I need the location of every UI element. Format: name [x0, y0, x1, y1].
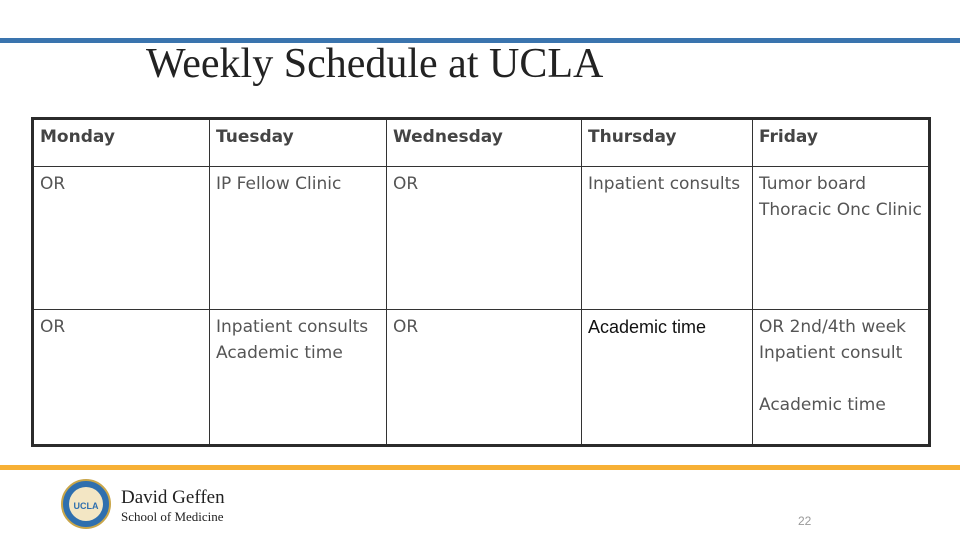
- cell-text: OR 2nd/4th week: [759, 317, 907, 337]
- table-row: [33, 167, 930, 310]
- cell-text: Inpatient consults: [588, 174, 741, 194]
- cell: [387, 167, 582, 310]
- header-wednesday: Wednesday: [387, 119, 582, 167]
- cell: [582, 167, 753, 310]
- cell-text: Academic time: [216, 343, 343, 363]
- schedule-table: [31, 117, 931, 447]
- cell: [753, 310, 930, 446]
- seal-text: UCLA: [73, 501, 99, 511]
- cell-text: Academic time: [588, 317, 707, 337]
- header-row: [33, 119, 930, 167]
- cell: [210, 167, 387, 310]
- org-name-line1: David Geffen: [121, 487, 225, 508]
- header-thursday: Thursday: [582, 119, 753, 167]
- seal-inner: [69, 487, 103, 521]
- cell-text: Inpatient consults: [216, 317, 369, 337]
- cell: [387, 310, 582, 446]
- cell-text: Tumor board: [759, 174, 867, 194]
- cell-text: OR: [40, 317, 66, 337]
- cell-text: [759, 366, 922, 392]
- page-number: 22: [798, 514, 812, 528]
- cell: [33, 167, 210, 310]
- cell: [33, 310, 210, 446]
- cell: [753, 167, 930, 310]
- header-monday: Monday: [33, 119, 210, 167]
- cell-text: OR: [40, 174, 66, 194]
- cell-text: IP Fellow Clinic: [216, 174, 342, 194]
- cell: [582, 310, 753, 446]
- cell-text: Academic time: [759, 395, 886, 415]
- slide-title: Weekly Schedule at UCLA: [146, 41, 604, 87]
- header-tuesday: Tuesday: [210, 119, 387, 167]
- cell-text: Inpatient consult: [759, 343, 903, 363]
- header-friday: Friday: [753, 119, 930, 167]
- cell-text: OR: [393, 174, 419, 194]
- cell-text: Thoracic Onc Clinic: [759, 200, 922, 220]
- ucla-seal-logo: [61, 479, 111, 529]
- cell-text: OR: [393, 317, 419, 337]
- cell: [210, 310, 387, 446]
- table-row: [33, 310, 930, 446]
- bottom-accent-bar: [0, 465, 960, 470]
- org-name-line2: School of Medicine: [121, 509, 224, 524]
